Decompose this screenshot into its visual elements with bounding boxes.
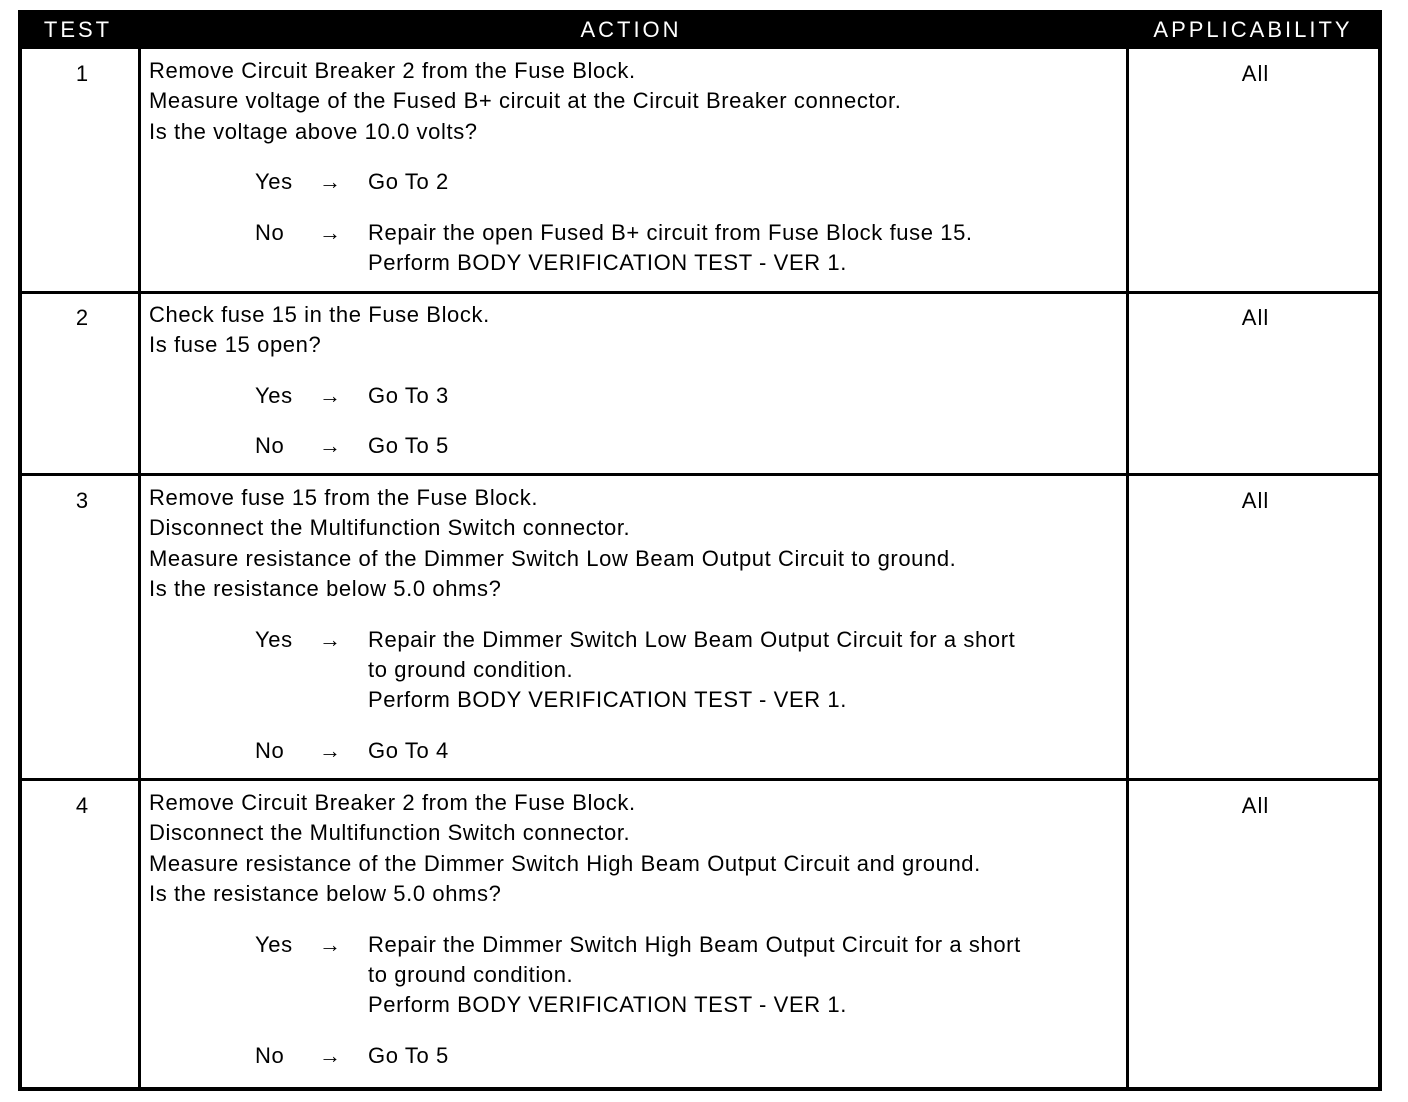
action-step: Is the resistance below 5.0 ohms? (149, 881, 502, 907)
test-number: 1 (75, 61, 89, 86)
arrow-icon: → (319, 169, 342, 195)
applicability-value: All (1241, 793, 1270, 818)
branch-answer: No (255, 433, 285, 459)
branch-list (149, 930, 1124, 1072)
branch-no (149, 218, 1124, 279)
action-step: Is the resistance below 5.0 ohms? (149, 576, 502, 602)
column-divider (1126, 49, 1129, 1087)
arrow-icon: → (319, 382, 342, 408)
branch-result: Go To 3 (368, 382, 449, 408)
test-number: 4 (75, 793, 89, 818)
action-step: Is the voltage above 10.0 volts? (149, 118, 478, 144)
action-cell (149, 788, 1124, 1071)
row-divider (22, 291, 1378, 294)
applicability-value: All (1241, 488, 1270, 513)
branch-answer: Yes (255, 931, 293, 957)
branch-result: Perform BODY VERIFICATION TEST - VER 1. (368, 687, 847, 713)
branch-list (149, 381, 1124, 462)
branch-result: Go To 5 (368, 1042, 449, 1068)
action-step: Check fuse 15 in the Fuse Block. (149, 302, 490, 327)
branch-answer: Yes (255, 626, 293, 652)
branch-answer: No (255, 737, 285, 763)
arrow-icon: → (319, 626, 342, 652)
applicability-value: All (1241, 61, 1270, 86)
branch-yes (149, 381, 1124, 411)
branch-result: Go To 5 (368, 433, 449, 459)
header-action: ACTION (580, 17, 682, 42)
branch-result: to ground condition. (368, 657, 574, 683)
arrow-icon: → (319, 931, 342, 957)
branch-no (149, 736, 1124, 766)
arrow-icon: → (319, 737, 342, 763)
action-step: Measure resistance of the Dimmer Switch Low Beam Output Circuit to ground. (149, 545, 957, 571)
action-step: Remove Circuit Breaker 2 from the Fuse Block. (149, 58, 636, 83)
branch-yes (149, 167, 1124, 197)
arrow-icon: → (319, 433, 342, 459)
branch-no (149, 431, 1124, 461)
branch-result: Go To 2 (368, 169, 449, 195)
table-header (18, 10, 1382, 49)
branch-yes (149, 930, 1124, 1021)
branch-result: Repair the open Fused B+ circuit from Fuse Block fuse 15. (368, 219, 973, 245)
branch-result: Perform BODY VERIFICATION TEST - VER 1. (368, 992, 847, 1018)
test-number: 2 (75, 305, 89, 330)
action-step: Remove Circuit Breaker 2 from the Fuse Block. (149, 790, 636, 815)
branch-result: Go To 4 (368, 737, 449, 763)
applicability-value: All (1241, 305, 1270, 330)
diagnostic-table (18, 10, 1382, 1091)
row-divider (22, 778, 1378, 781)
action-step: Remove fuse 15 from the Fuse Block. (149, 485, 539, 510)
branch-list (149, 625, 1124, 767)
action-cell (149, 300, 1124, 462)
branch-result: Repair the Dimmer Switch High Beam Output Circuit for a short (368, 931, 1021, 957)
branch-answer: No (255, 1042, 285, 1068)
branch-no (149, 1041, 1124, 1071)
action-step: Measure resistance of the Dimmer Switch High Beam Output Circuit and ground. (149, 850, 981, 876)
branch-result: to ground condition. (368, 962, 574, 988)
action-cell (149, 56, 1124, 278)
action-cell (149, 483, 1124, 766)
branch-list (149, 167, 1124, 278)
arrow-icon: → (319, 1042, 342, 1068)
branch-answer: No (255, 219, 285, 245)
action-step: Is fuse 15 open? (149, 332, 322, 358)
branch-answer: Yes (255, 382, 293, 408)
branch-result: Perform BODY VERIFICATION TEST - VER 1. (368, 250, 847, 276)
action-step: Disconnect the Multifunction Switch connector. (149, 515, 631, 541)
test-number: 3 (75, 488, 89, 513)
header-test: TEST (43, 17, 113, 42)
row-divider (22, 473, 1378, 476)
header-applicability: APPLICABILITY (1153, 17, 1353, 42)
branch-result: Repair the Dimmer Switch Low Beam Output Circuit for a short (368, 626, 1016, 652)
branch-answer: Yes (255, 169, 293, 195)
action-step: Measure voltage of the Fused B+ circuit at the Circuit Breaker connector. (149, 88, 902, 114)
action-step: Disconnect the Multifunction Switch connector. (149, 820, 631, 846)
arrow-icon: → (319, 219, 342, 245)
column-divider (138, 49, 141, 1087)
branch-yes (149, 625, 1124, 716)
